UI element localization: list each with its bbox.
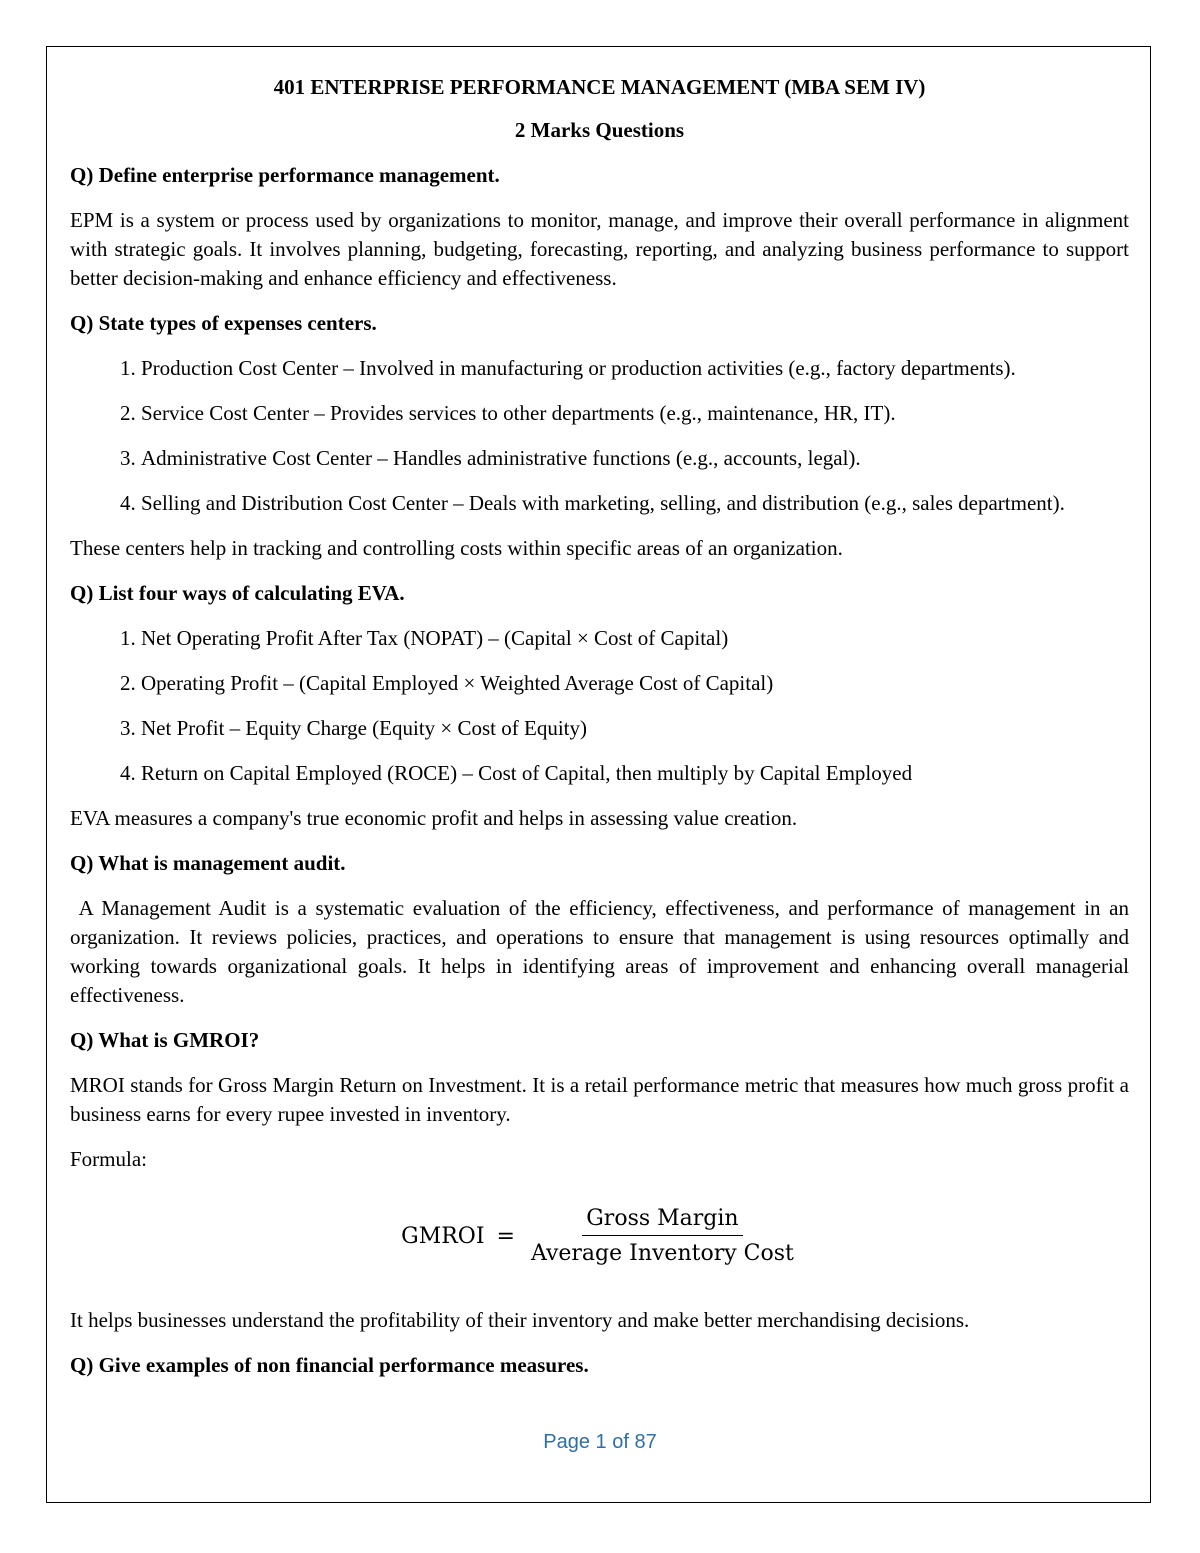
list-item: 2. Operating Profit – (Capital Employed × Weighted Average Cost of Capital) [141, 669, 1129, 698]
document-subtitle: 2 Marks Questions [514, 118, 685, 142]
answer-conclusion: EVA measures a company's true economic profit and helps in assessing value creation. [70, 806, 798, 830]
question-gmroi [70, 1026, 1129, 1335]
question-heading: Q) List four ways of calculating EVA. [70, 581, 405, 605]
list-item: 2. Service Cost Center – Provides services to other departments (e.g., maintenance, HR, IT). [141, 399, 1129, 428]
question-epm-definition [70, 161, 1129, 293]
formula-label: Formula: [70, 1147, 147, 1171]
question-expense-centers [70, 309, 1129, 563]
formula-equals: = [496, 1223, 515, 1249]
answer-paragraph: MROI stands for Gross Margin Return on Investment. It is a retail performance metric that measures how much gross profit a business earns for every rupee invested in inventory. [70, 1073, 1129, 1126]
eva-methods-list [70, 624, 1129, 788]
answer-paragraph: A Management Audit is a systematic evaluation of the efficiency, effectiveness, and performance of management in an organization. It reviews policies, practices, and operations to ensure that management is using resources optimally and working towards organizational goals. It helps in identifying areas of improvement and enhancing overall managerial effectiveness. [70, 896, 1135, 1007]
list-item: 4. Return on Capital Employed (ROCE) – Cost of Capital, then multiply by Capital Employed [141, 759, 1129, 788]
formula-numerator: Gross Margin [582, 1204, 742, 1236]
question-heading: Q) What is management audit. [70, 851, 346, 875]
question-heading: Q) What is GMROI? [70, 1028, 260, 1052]
formula-denominator: Average Inventory Cost [530, 1241, 794, 1266]
question-management-audit [70, 849, 1135, 1010]
list-item: 3. Net Profit – Equity Charge (Equity × Cost of Equity) [141, 714, 1129, 743]
gmroi-formula [70, 1204, 1129, 1268]
document-title: 401 ENTERPRISE PERFORMANCE MANAGEMENT (MBA SEM IV) [273, 75, 926, 99]
question-heading: Q) State types of expenses centers. [70, 311, 377, 335]
list-item: 3. Administrative Cost Center – Handles administrative functions (e.g., accounts, legal). [141, 444, 1129, 473]
answer-conclusion: These centers help in tracking and controlling costs within specific areas of an organization. [70, 536, 843, 560]
list-item: 1. Net Operating Profit After Tax (NOPAT) – (Capital × Cost of Capital) [141, 624, 1129, 653]
question-non-financial-measures [70, 1351, 1129, 1380]
question-heading: Q) Give examples of non financial performance measures. [70, 1353, 589, 1377]
list-item: 1. Production Cost Center – Involved in manufacturing or production activities (e.g., factory departments). [141, 354, 1129, 383]
answer-paragraph: EPM is a system or process used by organizations to monitor, manage, and improve their overall performance in alignment with strategic goals. It involves planning, budgeting, forecasting, reporting, and analyzing business performance to support better decision-making and enhance efficiency and effectiveness. [70, 208, 1129, 290]
formula-fraction [527, 1204, 798, 1268]
question-heading: Q) Define enterprise performance management. [70, 163, 500, 187]
expense-centers-list [70, 354, 1129, 518]
question-eva-methods [70, 579, 1129, 833]
list-item: 4. Selling and Distribution Cost Center – Deals with marketing, selling, and distribution (e.g., sales department). [141, 489, 1129, 518]
answer-conclusion: It helps businesses understand the profitability of their inventory and make better merchandising decisions. [70, 1308, 970, 1332]
formula-lhs: GMROI [401, 1223, 485, 1249]
document-body [70, 70, 1135, 1396]
page-number: Page 1 of 87 [543, 1431, 657, 1453]
